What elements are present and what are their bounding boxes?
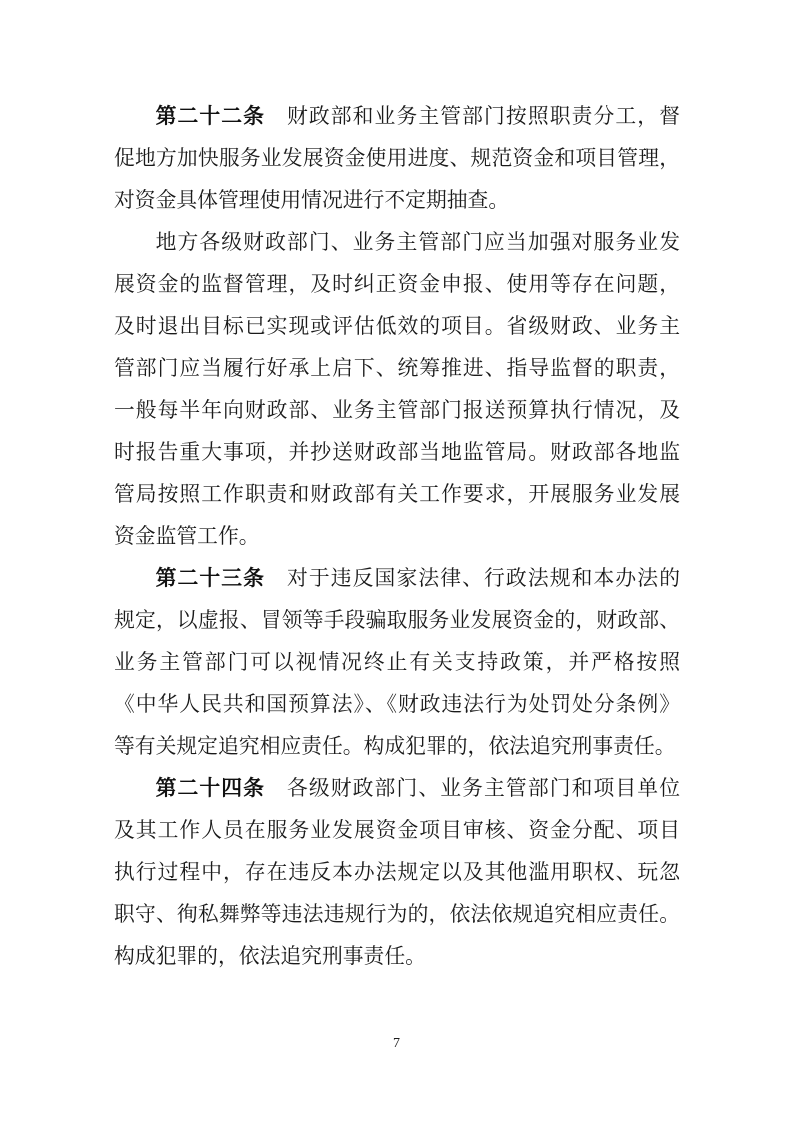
text-line: 等有关规定追究相应责任。构成犯罪的，依法追究刑事责任。 — [114, 735, 676, 758]
text-line: 第二十三条 对于违反国家法律、行政法规和本办法的 — [155, 567, 680, 590]
text-line: 规定，以虚报、冒领等手段骗取服务业发展资金的，财政部、 — [114, 609, 680, 632]
paragraph — [114, 768, 680, 978]
text-line: 业务主管部门可以视情况终止有关支持政策，并严格按照 — [114, 651, 680, 674]
text-line: 《中华人民共和国预算法》、《财政违法行为处罚处分条例》 — [114, 693, 680, 716]
text-line: 资金监管工作。 — [114, 525, 260, 548]
paragraph — [114, 222, 680, 558]
article-number: 第二十三条 — [155, 567, 266, 590]
text-line: 第二十二条 财政部和业务主管部门按照职责分工，督 — [155, 105, 680, 128]
document-body — [114, 96, 680, 978]
page-number: 7 — [393, 1036, 400, 1051]
text-line: 一般每半年向财政部、业务主管部门报送预算执行情况，及 — [114, 399, 680, 422]
text-line: 第二十四条 各级财政部门、业务主管部门和项目单位 — [155, 777, 680, 800]
text-line: 管局按照工作职责和财政部有关工作要求，开展服务业发展 — [114, 483, 680, 506]
text-line: 执行过程中，存在违反本办法规定以及其他滥用职权、玩忽 — [114, 861, 680, 884]
text-line: 及其工作人员在服务业发展资金项目审核、资金分配、项目 — [114, 819, 680, 842]
text-line: 时报告重大事项，并抄送财政部当地监管局。财政部各地监 — [114, 441, 680, 464]
paragraph — [114, 96, 680, 222]
text-line: 职守、徇私舞弊等违法违规行为的，依法依规追究相应责任。 — [114, 903, 680, 926]
text-line: 构成犯罪的，依法追究刑事责任。 — [114, 945, 426, 968]
article-number: 第二十二条 — [155, 105, 266, 128]
article-number: 第二十四条 — [155, 777, 266, 800]
paragraph — [114, 558, 680, 768]
text-line: 对资金具体管理使用情况进行不定期抽查。 — [114, 189, 510, 212]
text-line: 及时退出目标已实现或评估低效的项目。省级财政、业务主 — [114, 315, 680, 338]
text-line: 地方各级财政部门、业务主管部门应当加强对服务业发 — [155, 231, 680, 254]
text-line: 管部门应当履行好承上启下、统筹推进、指导监督的职责， — [114, 357, 680, 380]
page-footer — [0, 1034, 793, 1054]
text-line: 促地方加快服务业发展资金使用进度、规范资金和项目管理， — [114, 147, 680, 170]
text-line: 展资金的监督管理，及时纠正资金申报、使用等存在问题， — [114, 273, 680, 296]
